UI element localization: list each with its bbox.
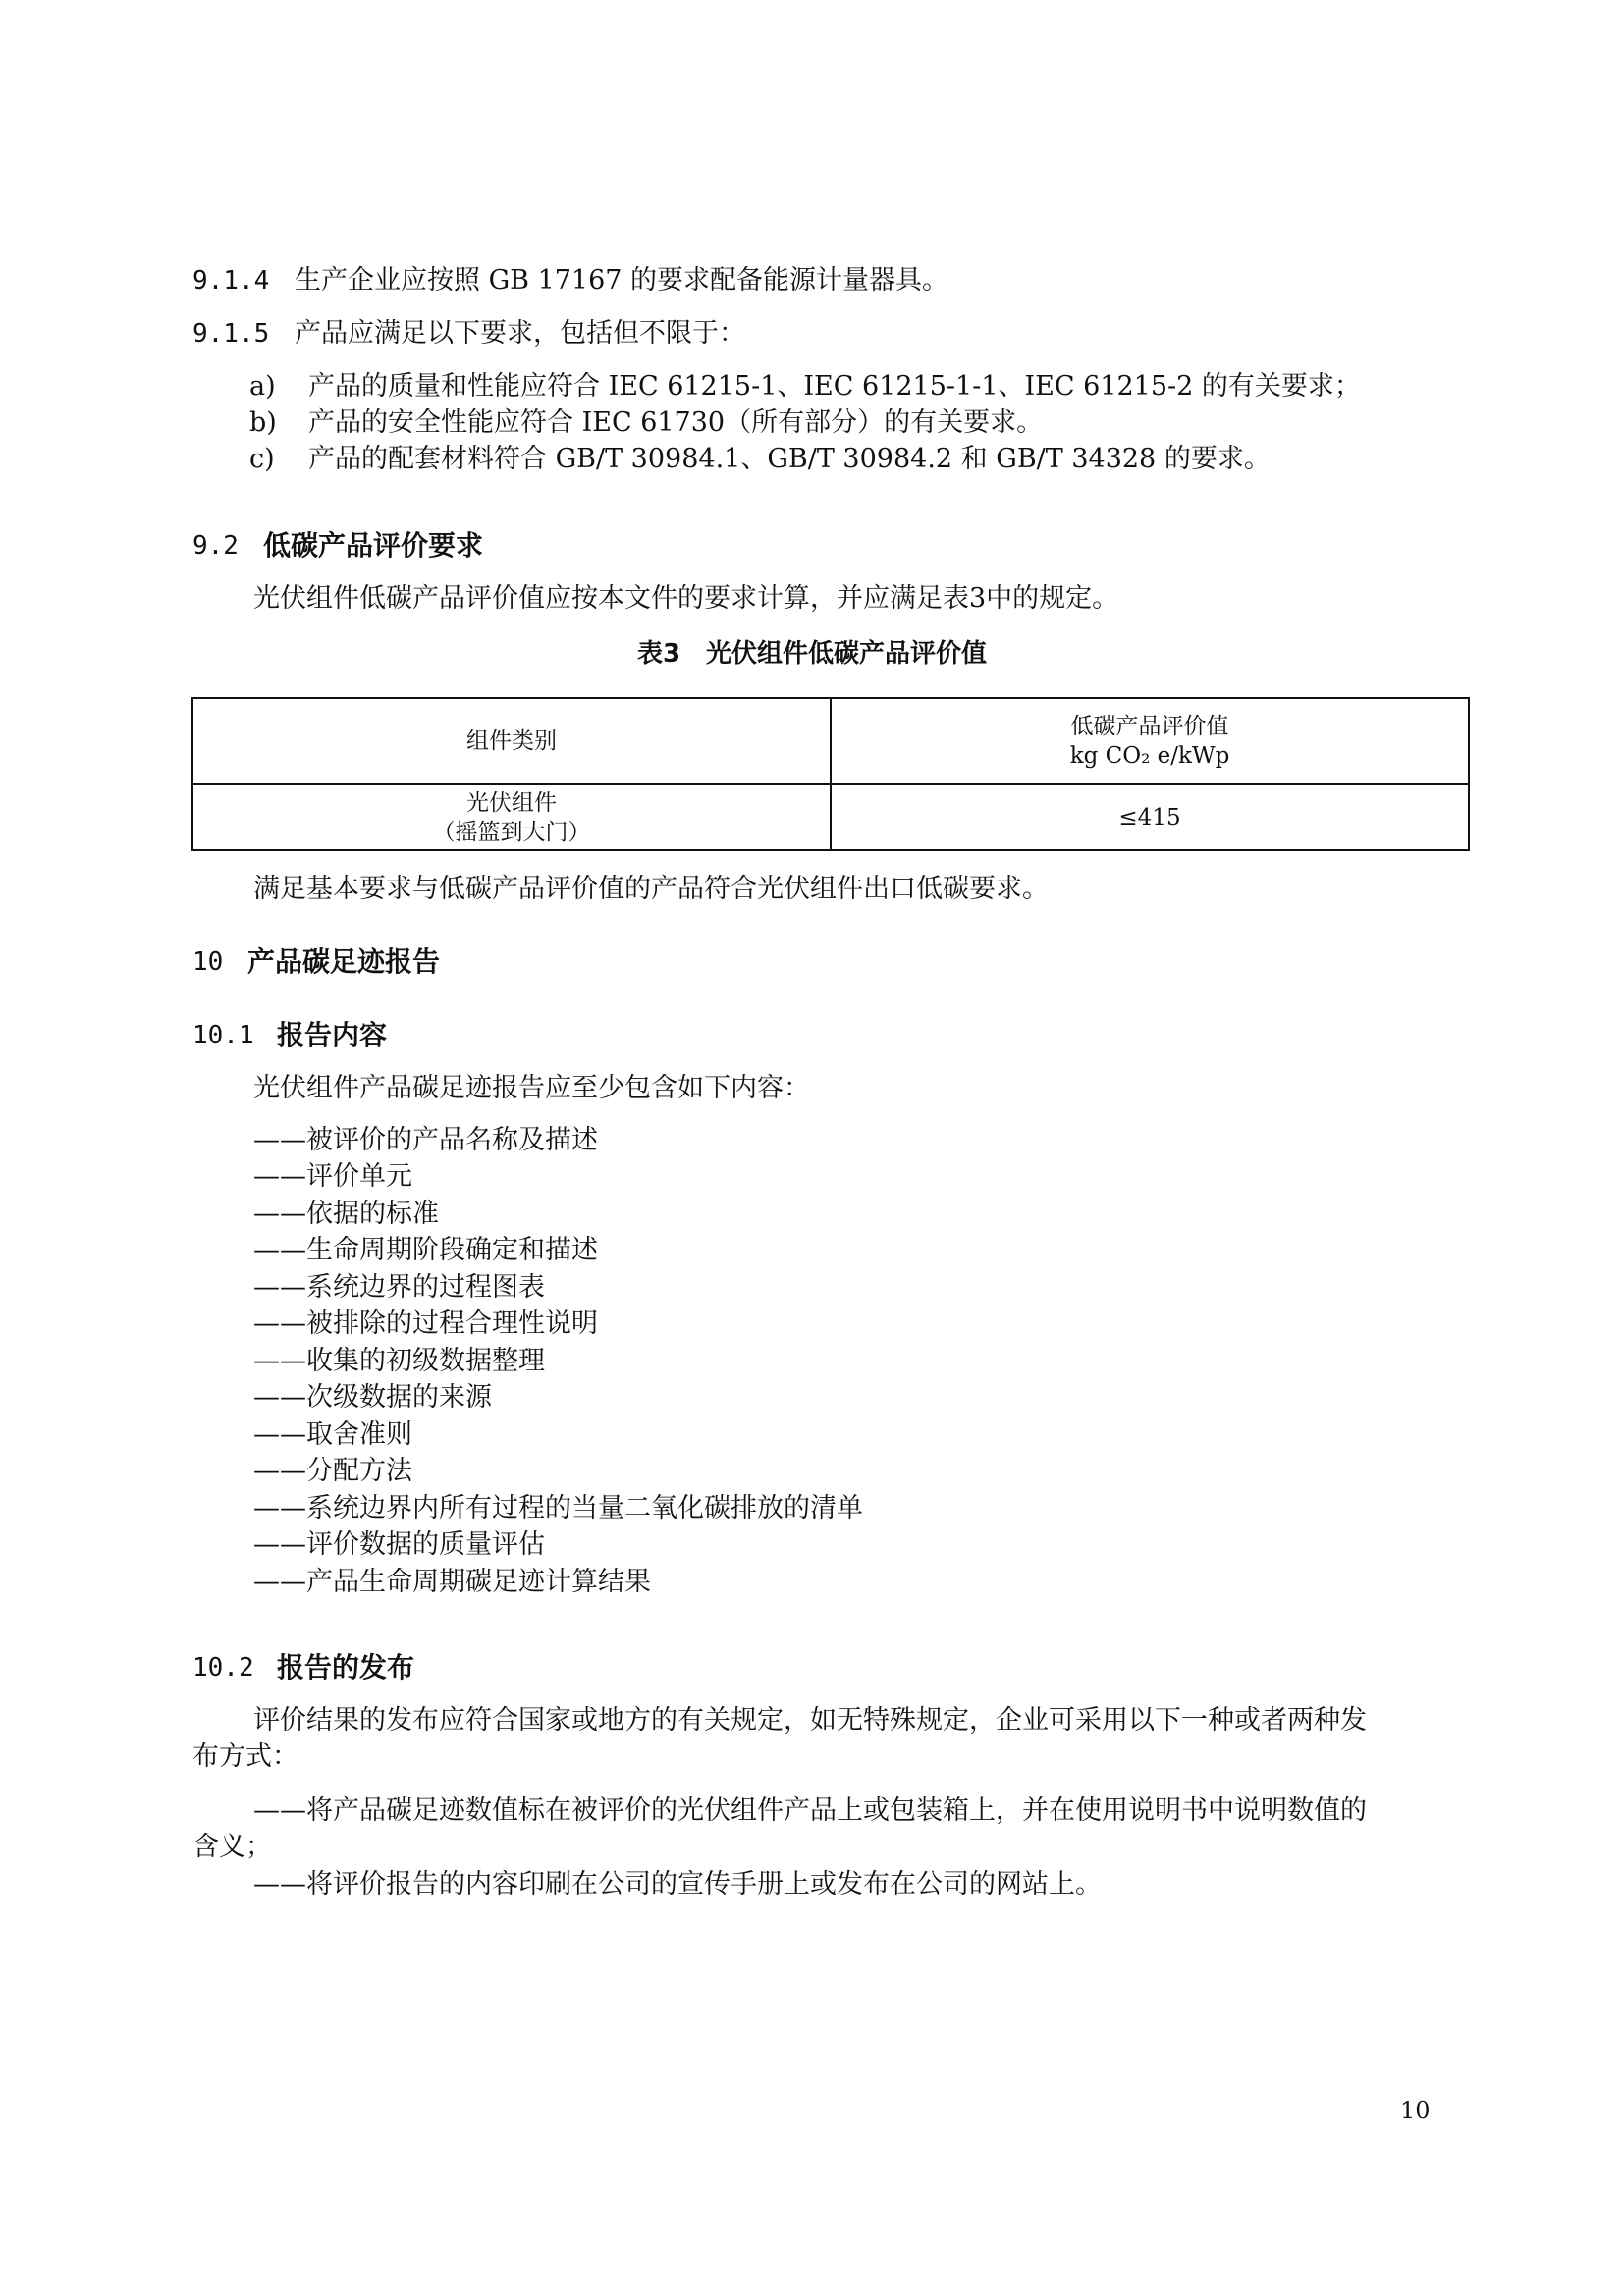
list-item: ——将产品碳足迹数值标在被评价的光伏组件产品上或包装箱上，并在使用说明书中说明数值的 — [253, 1795, 1367, 1826]
list-item: ——分配方法 — [253, 1456, 412, 1486]
clause-text-9-1-5: 产品应满足以下要求，包括但不限于： — [295, 318, 745, 348]
clause-number-9-1-4: 9.1.4 — [192, 266, 270, 295]
clause-number-9-1-5: 9.1.5 — [192, 319, 270, 348]
list-item: ——次级数据的来源 — [253, 1382, 492, 1413]
table-header-row — [192, 698, 1469, 784]
list-item: ——系统边界内所有过程的当量二氧化碳排放的清单 — [253, 1493, 863, 1523]
list-item: ——系统边界的过程图表 — [253, 1272, 545, 1303]
header-value-label: 低碳产品评价值 — [1070, 714, 1229, 739]
list-item-label: c) — [249, 444, 275, 474]
section-title-10-1: 报告内容 — [277, 1019, 388, 1051]
table-row — [192, 784, 1469, 850]
table-header-category — [192, 698, 831, 784]
cell-category-scope: （摇篮到大门） — [432, 819, 591, 845]
clause-text-9-1-4: 生产企业应按照 GB 17167 的要求配备能源计量器具。 — [295, 265, 949, 295]
evaluation-table — [191, 697, 1470, 851]
paragraph-line: 评价结果的发布应符合国家或地方的有关规定，如无特殊规定，企业可采用以下一种或者两种发 — [253, 1705, 1367, 1735]
list-item: ——被排除的过程合理性说明 — [253, 1308, 598, 1339]
list-item: ——产品生命周期碳足迹计算结果 — [253, 1567, 651, 1597]
list-item: ——依据的标准 — [253, 1199, 439, 1229]
table-caption: 表3 光伏组件低碳产品评价值 — [636, 639, 988, 668]
table-cell-value — [831, 784, 1469, 850]
section-title-10-2: 报告的发布 — [277, 1651, 415, 1683]
section-intro-10-1: 光伏组件产品碳足迹报告应至少包含如下内容： — [253, 1073, 810, 1103]
section-text-9-2: 光伏组件低碳产品评价值应按本文件的要求计算，并应满足表3中的规定。 — [253, 583, 1119, 614]
list-item: ——将评价报告的内容印刷在公司的宣传手册上或发布在公司的网站上。 — [253, 1869, 1102, 1899]
cell-value: ≤415 — [1118, 804, 1181, 830]
list-item-text: 产品的配套材料符合 GB/T 30984.1、GB/T 30984.2 和 GB/T 34328 的要求。 — [308, 444, 1271, 474]
section-number-10-1: 10.1 — [192, 1021, 254, 1050]
header-value-unit: kg CO₂ e/kWp — [1069, 743, 1230, 769]
section-title-9-2: 低碳产品评价要求 — [263, 529, 484, 561]
section-number-10-2: 10.2 — [192, 1653, 254, 1682]
section-number-9-2: 9.2 — [192, 531, 239, 561]
table-cell-category — [192, 784, 831, 850]
page-number: 10 — [1400, 2097, 1431, 2124]
list-item-text: 产品的安全性能应符合 IEC 61730（所有部分）的有关要求。 — [308, 407, 1044, 438]
list-item: ——生命周期阶段确定和描述 — [253, 1235, 598, 1265]
list-item-continuation: 含义； — [192, 1832, 272, 1862]
header-category-label: 组件类别 — [466, 728, 557, 754]
list-item: ——收集的初级数据整理 — [253, 1346, 545, 1376]
section-title-10: 产品碳足迹报告 — [247, 945, 441, 978]
list-item: ——评价单元 — [253, 1161, 412, 1192]
after-table-text: 满足基本要求与低碳产品评价值的产品符合光伏组件出口低碳要求。 — [253, 874, 1049, 904]
list-item-text: 产品的质量和性能应符合 IEC 61215-1、IEC 61215-1-1、IEC 61215-2 的有关要求； — [308, 371, 1361, 401]
list-item: ——被评价的产品名称及描述 — [253, 1125, 598, 1155]
list-item-label: b) — [249, 407, 277, 438]
list-item-label: a) — [249, 371, 276, 401]
list-item: ——评价数据的质量评估 — [253, 1529, 545, 1560]
list-item: ——取舍准则 — [253, 1419, 412, 1450]
table-header-value — [831, 698, 1469, 784]
cell-category-name: 光伏组件 — [466, 789, 557, 816]
section-number-10: 10 — [192, 947, 224, 977]
paragraph-line: 布方式： — [192, 1741, 298, 1772]
